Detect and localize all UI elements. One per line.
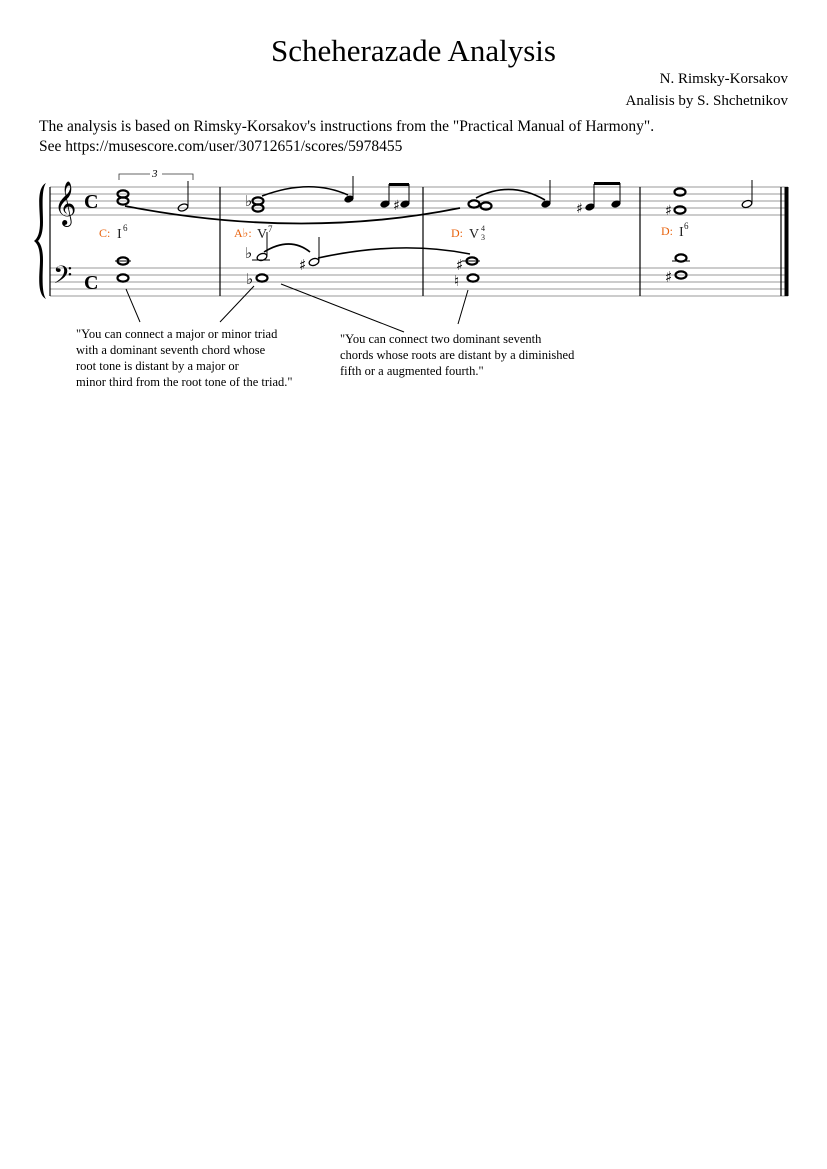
time-signature-bass: C bbox=[84, 272, 99, 294]
annotation-pointers bbox=[126, 284, 468, 332]
svg-text:3: 3 bbox=[152, 168, 158, 180]
description-link-line: See https://musescore.com/user/30712651/scores/5978455 bbox=[39, 138, 403, 155]
description-line: The analysis is based on Rimsky-Korsakov's instructions from the "Practical Manual of Harmony". bbox=[39, 118, 655, 135]
annotation-line: "You can connect a major or minor triad bbox=[76, 327, 278, 341]
annotation-left bbox=[76, 326, 293, 390]
measure-3 bbox=[451, 180, 622, 290]
svg-text:♯: ♯ bbox=[299, 256, 307, 274]
measure-4 bbox=[661, 180, 753, 286]
annotation-line: root tone is distant by a major or bbox=[76, 359, 239, 373]
svg-text:D:: D: bbox=[451, 226, 463, 240]
annotation-right bbox=[340, 331, 574, 379]
svg-text:♯: ♯ bbox=[576, 201, 583, 217]
composer-credit: N. Rimsky-Korsakov bbox=[659, 71, 788, 87]
treble-clef-icon: 𝄞 bbox=[54, 181, 77, 225]
svg-text:V: V bbox=[469, 227, 480, 242]
svg-text:7: 7 bbox=[268, 224, 273, 234]
annotation-line: with a dominant seventh chord whose bbox=[76, 343, 266, 357]
annotation-line: fifth or a augmented fourth." bbox=[340, 364, 484, 378]
score-title: Scheherazade Analysis bbox=[271, 33, 556, 68]
svg-text:6: 6 bbox=[684, 221, 689, 231]
barlines bbox=[220, 187, 781, 296]
svg-text:♯: ♯ bbox=[665, 203, 672, 219]
analyst-credit: Analisis by S. Shchetnikov bbox=[625, 93, 788, 109]
svg-text:4: 4 bbox=[481, 224, 485, 233]
bass-clef-icon: 𝄢 bbox=[53, 261, 73, 296]
svg-text:V: V bbox=[257, 227, 268, 242]
svg-text:I: I bbox=[679, 225, 684, 240]
svg-text:♯: ♯ bbox=[393, 198, 400, 214]
final-barline bbox=[785, 187, 789, 296]
svg-text:♯: ♯ bbox=[665, 268, 673, 286]
svg-text:I: I bbox=[117, 227, 122, 242]
brace-icon bbox=[34, 183, 46, 299]
svg-text:D:: D: bbox=[661, 224, 673, 238]
annotation-line: minor third from the root tone of the triad." bbox=[76, 375, 293, 389]
measure-2 bbox=[234, 176, 470, 288]
svg-text:♮: ♮ bbox=[454, 272, 460, 290]
time-signature-treble: C bbox=[84, 191, 99, 213]
annotation-line: "You can connect two dominant seventh bbox=[340, 332, 542, 346]
annotation-line: chords whose roots are distant by a diminished bbox=[340, 348, 575, 362]
svg-text:3: 3 bbox=[481, 233, 485, 242]
svg-text:A♭:: A♭: bbox=[234, 226, 252, 240]
svg-text:6: 6 bbox=[123, 223, 128, 233]
svg-text:C:: C: bbox=[99, 226, 111, 240]
treble-staff bbox=[50, 187, 788, 215]
svg-text:♭: ♭ bbox=[245, 192, 253, 210]
svg-text:♯: ♯ bbox=[456, 256, 464, 274]
svg-text:♭: ♭ bbox=[246, 270, 254, 288]
svg-text:♭: ♭ bbox=[245, 244, 253, 262]
